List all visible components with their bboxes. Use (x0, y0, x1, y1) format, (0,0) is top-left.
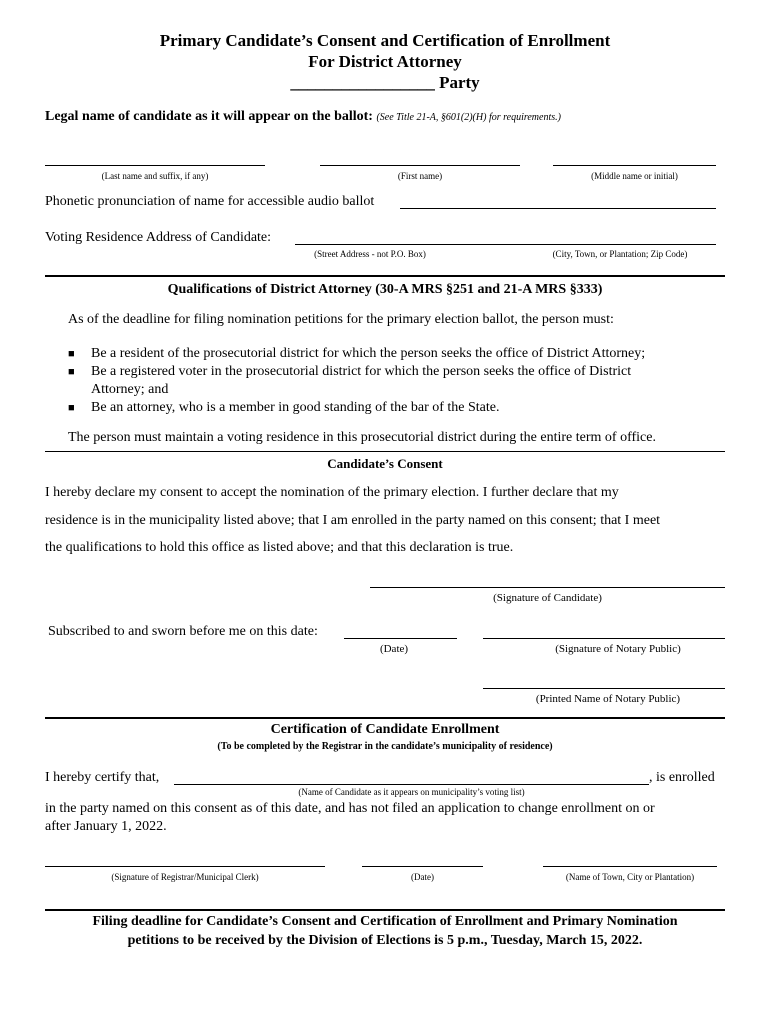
certification-subheading: (To be completed by the Registrar in the candidate’s municipality of residence) (217, 741, 553, 752)
consent-text-line: residence is in the municipality listed above; that I am enrolled in the party named on this consent; that I meet (45, 513, 661, 528)
filing-deadline-line: Filing deadline for Candidate’s Consent and Certification of Enrollment and Primary Nomination (92, 914, 678, 929)
qualifications-intro: As of the deadline for filing nomination petitions for the primary election ballot, the person must: (68, 312, 614, 327)
last-name-label: (Last name and suffix, if any) (101, 171, 209, 181)
consent-heading: Candidate’s Consent (327, 456, 443, 471)
bullet-icon: ■ (68, 366, 75, 378)
bullet-icon: ■ (68, 402, 75, 414)
qualification-item: Be a resident of the prosecutorial district for which the person seeks the office of District Attorney; (91, 346, 646, 361)
residence-label: Voting Residence Address of Candidate: (45, 230, 272, 245)
legal-name-note: (See Title 21-A, §601(2)(H) for requirements.) (376, 112, 561, 123)
registrar-signature-label: (Signature of Registrar/Municipal Clerk) (111, 872, 259, 882)
qualification-item-cont: Attorney; and (91, 382, 169, 397)
city-label: (City, Town, or Plantation; Zip Code) (552, 249, 688, 259)
notary-signature-field[interactable] (483, 638, 725, 639)
divider (45, 909, 725, 911)
form-title: Primary Candidate’s Consent and Certification of Enrollment (159, 31, 611, 50)
party-blank[interactable]: _________________ (290, 73, 435, 92)
qualifications-heading: Qualifications of District Attorney (30-A MRS §251 and 21-A MRS §333) (167, 282, 603, 297)
notary-name-label: (Printed Name of Notary Public) (535, 693, 681, 705)
notary-name-field[interactable] (483, 688, 725, 689)
filing-deadline-line: petitions to be received by the Division of Elections is 5 p.m., Tuesday, March 15, 2022. (127, 933, 643, 948)
candidate-signature-field[interactable] (370, 587, 725, 588)
qualifications-closing: The person must maintain a voting residence in this prosecutorial district during the entire term of office. (68, 430, 656, 445)
town-name-label: (Name of Town, City or Plantation) (565, 872, 695, 882)
phonetic-field[interactable] (400, 208, 716, 209)
registrar-signature-field[interactable] (45, 866, 325, 867)
town-name-field[interactable] (543, 866, 717, 867)
first-name-label: (First name) (397, 171, 443, 181)
certification-text-line: after January 1, 2022. (45, 819, 167, 834)
certification-text-line: in the party named on this consent as of this date, and has not filed an application to change enrollment on or (45, 801, 655, 816)
phonetic-label: Phonetic pronunciation of name for accessible audio ballot (45, 194, 375, 209)
form-office: For District Attorney (308, 52, 462, 71)
certification-date-field[interactable] (362, 866, 483, 867)
sworn-date-field[interactable] (344, 638, 457, 639)
candidate-name-note: (Name of Candidate as it appears on municipality’s voting list) (298, 787, 525, 797)
divider (45, 717, 725, 719)
divider (45, 451, 725, 452)
party-label: Party (439, 73, 480, 92)
bullet-icon: ■ (68, 348, 75, 360)
middle-name-field[interactable] (553, 165, 716, 166)
consent-text-line: I hereby declare my consent to accept the nomination of the primary election. I further declare that my (45, 485, 619, 500)
qualification-item: Be an attorney, who is a member in good standing of the bar of the State. (91, 400, 500, 415)
divider (45, 275, 725, 277)
qualification-item: Be a registered voter in the prosecutorial district for which the person seeks the office of District (91, 364, 632, 379)
candidate-name-field[interactable] (174, 784, 649, 785)
legal-name-label: Legal name of candidate as it will appear on the ballot: (45, 109, 373, 124)
middle-name-label: (Middle name or initial) (591, 171, 678, 181)
candidate-signature-label: (Signature of Candidate) (493, 592, 602, 604)
form-party-line (0, 72, 770, 93)
certification-heading: Certification of Candidate Enrollment (270, 722, 500, 737)
certify-prefix: I hereby certify that, (45, 770, 160, 785)
first-name-field[interactable] (320, 165, 520, 166)
sworn-date-label: (Date) (379, 643, 409, 655)
consent-text-line: the qualifications to hold this office as listed above; and that this declaration is true. (45, 540, 514, 555)
street-label: (Street Address - not P.O. Box) (314, 249, 426, 259)
certify-suffix: , is enrolled (649, 770, 715, 785)
notary-signature-label: (Signature of Notary Public) (555, 643, 681, 655)
residence-field[interactable] (295, 244, 716, 245)
legal-name-row (45, 109, 561, 125)
certification-date-label: (Date) (411, 872, 434, 882)
sworn-label: Subscribed to and sworn before me on this date: (48, 624, 318, 639)
last-name-field[interactable] (45, 165, 265, 166)
